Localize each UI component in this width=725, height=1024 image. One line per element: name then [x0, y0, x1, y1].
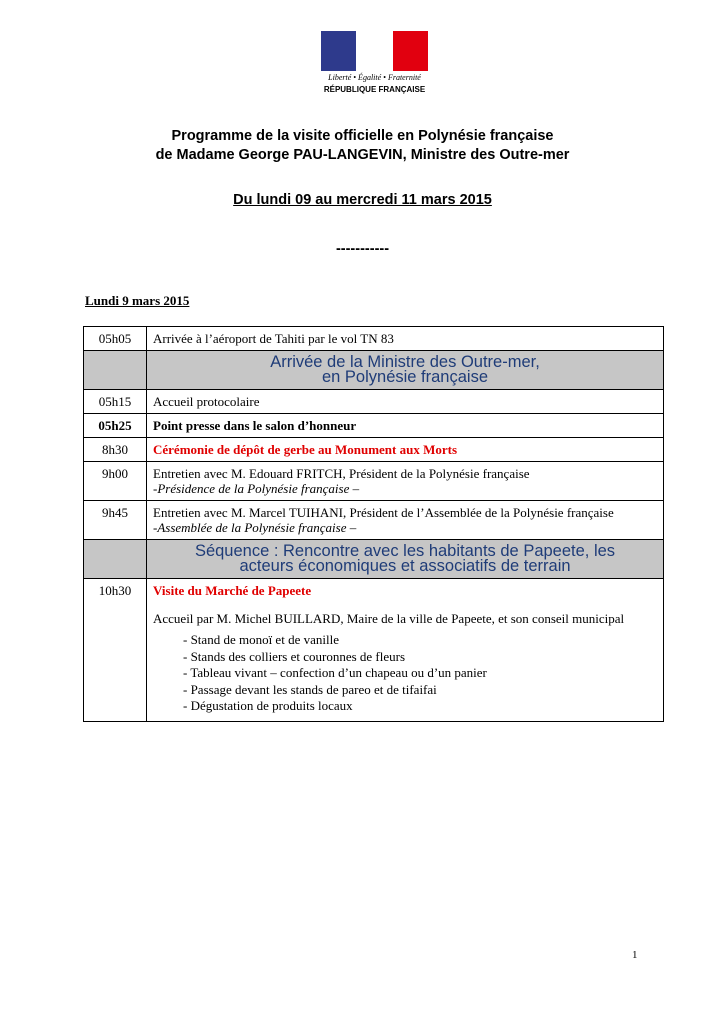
row-text: Accueil par M. Michel BUILLARD, Maire de la ville de Papeete, et son conseil municipal	[153, 611, 625, 626]
programme-table	[83, 326, 664, 722]
table-row	[84, 501, 664, 540]
republic-name: RÉPUBLIQUE FRANÇAISE	[323, 85, 426, 94]
day-heading: Lundi 9 mars 2015	[85, 293, 190, 308]
marianne-flag-icon	[321, 31, 428, 71]
section-band	[84, 540, 664, 579]
list-item: - Dégustation de produits locaux	[183, 698, 353, 713]
band-line-1: Séquence : Rencontre avec les habitants de Papeete, les	[194, 542, 616, 560]
row-text: Point presse dans le salon d’honneur	[147, 414, 664, 438]
row-place: -Présidence de la Polynésie française –	[153, 481, 360, 496]
table-row	[84, 462, 664, 501]
row-time: 05h05	[84, 327, 147, 351]
row-time: 9h00	[84, 462, 147, 501]
title-line-1: Programme de la visite officielle en Polynésie française	[171, 128, 554, 144]
row-place: -Assemblée de la Polynésie française –	[153, 520, 357, 535]
row-time: 05h25	[84, 414, 147, 438]
visit-items-list	[183, 632, 657, 715]
band-line-2: en Polynésie française	[321, 368, 488, 386]
visit-dates: Du lundi 09 au mercredi 11 mars 2015	[233, 192, 492, 208]
list-item: - Tableau vivant – confection d’un chapeau ou d’un panier	[183, 665, 487, 680]
republic-motto: Liberté • Égalité • Fraternité	[328, 73, 421, 82]
list-item: - Stand de monoï et de vanille	[183, 632, 339, 647]
row-time: 05h15	[84, 390, 147, 414]
band-line-2: acteurs économiques et associatifs de terrain	[239, 557, 571, 575]
table-row	[84, 438, 664, 462]
section-band	[84, 351, 664, 390]
page-number: 1	[632, 949, 638, 961]
row-text: Cérémonie de dépôt de gerbe au Monument aux Morts	[147, 438, 664, 462]
table-row	[84, 579, 664, 722]
row-text: Entretien avec M. Edouard FRITCH, Président de la Polynésie française	[153, 466, 530, 481]
table-row	[84, 327, 664, 351]
list-item: - Stands des colliers et couronnes de fleurs	[183, 648, 406, 664]
row-title: Visite du Marché de Papeete	[153, 583, 312, 598]
row-text: Arrivée à l’aéroport de Tahiti par le vol TN 83	[147, 327, 664, 351]
row-time: 9h45	[84, 501, 147, 540]
band-line-1: Arrivée de la Ministre des Outre-mer,	[270, 353, 540, 371]
title-line-2: de Madame George PAU-LANGEVIN, Ministre des Outre-mer	[155, 147, 570, 163]
row-text: Entretien avec M. Marcel TUIHANI, Président de l’Assemblée de la Polynésie française	[153, 505, 614, 520]
separator: -----------	[335, 241, 390, 257]
row-time: 10h30	[84, 579, 147, 722]
table-row	[84, 414, 664, 438]
list-item: - Passage devant les stands de pareo et de tifaifai	[183, 681, 437, 697]
row-time: 8h30	[84, 438, 147, 462]
republic-logo	[321, 31, 428, 97]
table-row	[84, 390, 664, 414]
row-text: Accueil protocolaire	[147, 390, 664, 414]
